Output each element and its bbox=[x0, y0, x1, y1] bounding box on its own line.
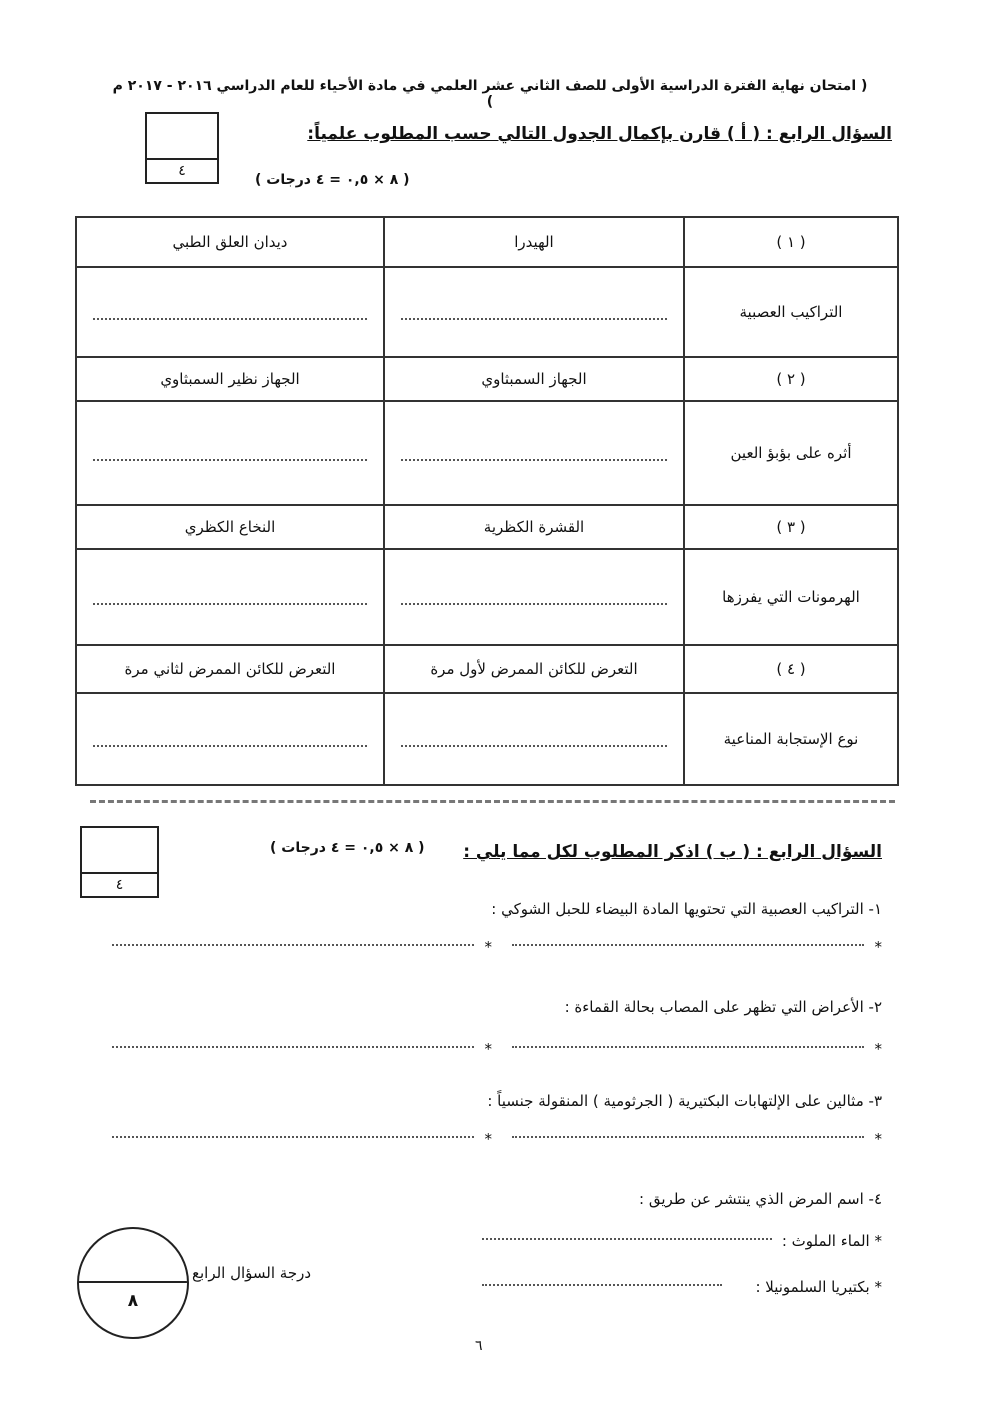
answer-cell[interactable] bbox=[384, 693, 684, 785]
part-b-title: السؤال الرابع : ( ب ) اذكر المطلوب لكل مما يلي : bbox=[463, 842, 882, 862]
answer-cell[interactable] bbox=[76, 267, 384, 357]
table-row bbox=[76, 357, 898, 401]
question-item-4: ٤- اسم المرض الذي ينتشر عن طريق : bbox=[639, 1190, 882, 1208]
table-row bbox=[76, 505, 898, 549]
cell-col-a: القشرة الكظرية bbox=[384, 505, 684, 549]
part-a-score-box bbox=[145, 112, 219, 184]
row-label: التراكيب العصبية bbox=[684, 267, 898, 357]
cell-col-a: الجهاز السمبثاوي bbox=[384, 357, 684, 401]
answer-cell[interactable] bbox=[76, 549, 384, 645]
answer-line[interactable]: * bbox=[512, 1130, 882, 1146]
cell-col-b: النخاع الكظري bbox=[76, 505, 384, 549]
question-grade-value: ٨ bbox=[127, 1291, 139, 1311]
part-a-score-value: ٤ bbox=[178, 163, 186, 179]
cell-col-b: ديدان العلق الطبي bbox=[76, 217, 384, 267]
cell-col-b: الجهاز نظير السمبثاوي bbox=[76, 357, 384, 401]
answer-cell[interactable] bbox=[384, 401, 684, 505]
row-label: أثره على بؤبؤ العين bbox=[684, 401, 898, 505]
cell-col-a: التعرض للكائن الممرض لأول مرة bbox=[384, 645, 684, 693]
question-item-3: ٣- مثالين على الإلتهابات البكتيرية ( الجرثومية ) المنقولة جنسياً : bbox=[487, 1092, 882, 1110]
cell-col-b: التعرض للكائن الممرض لثاني مرة bbox=[76, 645, 384, 693]
exam-header: ( امتحان نهاية الفترة الدراسية الأولى للصف الثاني عشر العلمي في مادة الأحياء للعام الدراسي ٢٠١٦ - ٢٠١٧ م ) bbox=[112, 78, 868, 110]
page-number: ٦ bbox=[475, 1338, 483, 1354]
answer-line[interactable]: * bbox=[112, 1130, 492, 1146]
section-divider bbox=[90, 800, 895, 803]
answer-line-polluted-water[interactable]: * الماء الملوث : bbox=[482, 1232, 882, 1248]
question-item-1: ١- التراكيب العصبية التي تحتويها المادة البيضاء للحبل الشوكي : bbox=[491, 900, 882, 918]
row-label: الهرمونات التي يفرزها bbox=[684, 549, 898, 645]
answer-line-salmonella[interactable]: * بكتيريا السلمونيلا : bbox=[482, 1278, 882, 1294]
answer-line[interactable]: * bbox=[512, 938, 882, 954]
answer-line[interactable]: * bbox=[112, 1040, 492, 1056]
cell-col-a: الهيدرا bbox=[384, 217, 684, 267]
table-row bbox=[76, 693, 898, 785]
table-row bbox=[76, 401, 898, 505]
row-label: ( ١ ) bbox=[684, 217, 898, 267]
answer-cell[interactable] bbox=[384, 549, 684, 645]
table-row bbox=[76, 267, 898, 357]
answer-cell[interactable] bbox=[76, 401, 384, 505]
part-b-marks: ( ٨ × ٠,٥ = ٤ درجات ) bbox=[270, 840, 425, 856]
question-grade-label: درجة السؤال الرابع bbox=[192, 1264, 312, 1282]
answer-cell[interactable] bbox=[384, 267, 684, 357]
table-row bbox=[76, 645, 898, 693]
table-row bbox=[76, 217, 898, 267]
row-label: نوع الإستجابة المناعية bbox=[684, 693, 898, 785]
row-label: ( ٤ ) bbox=[684, 645, 898, 693]
comparison-table bbox=[75, 216, 899, 786]
row-label: ( ٢ ) bbox=[684, 357, 898, 401]
question-grade-circle bbox=[77, 1227, 189, 1339]
table-row bbox=[76, 549, 898, 645]
part-b-score-box bbox=[80, 826, 159, 898]
answer-line[interactable]: * bbox=[512, 1040, 882, 1056]
row-label: ( ٣ ) bbox=[684, 505, 898, 549]
question-item-2: ٢- الأعراض التي تظهر على المصاب بحالة القماءة : bbox=[564, 998, 882, 1016]
answer-cell[interactable] bbox=[76, 693, 384, 785]
part-a-marks: ( ٨ × ٠,٥ = ٤ درجات ) bbox=[255, 172, 410, 188]
part-b-score-value: ٤ bbox=[115, 877, 124, 893]
answer-line[interactable]: * bbox=[112, 938, 492, 954]
part-a-title: السؤال الرابع : ( أ ) قارن بإكمال الجدول التالي حسب المطلوب علمياً: bbox=[307, 124, 892, 144]
